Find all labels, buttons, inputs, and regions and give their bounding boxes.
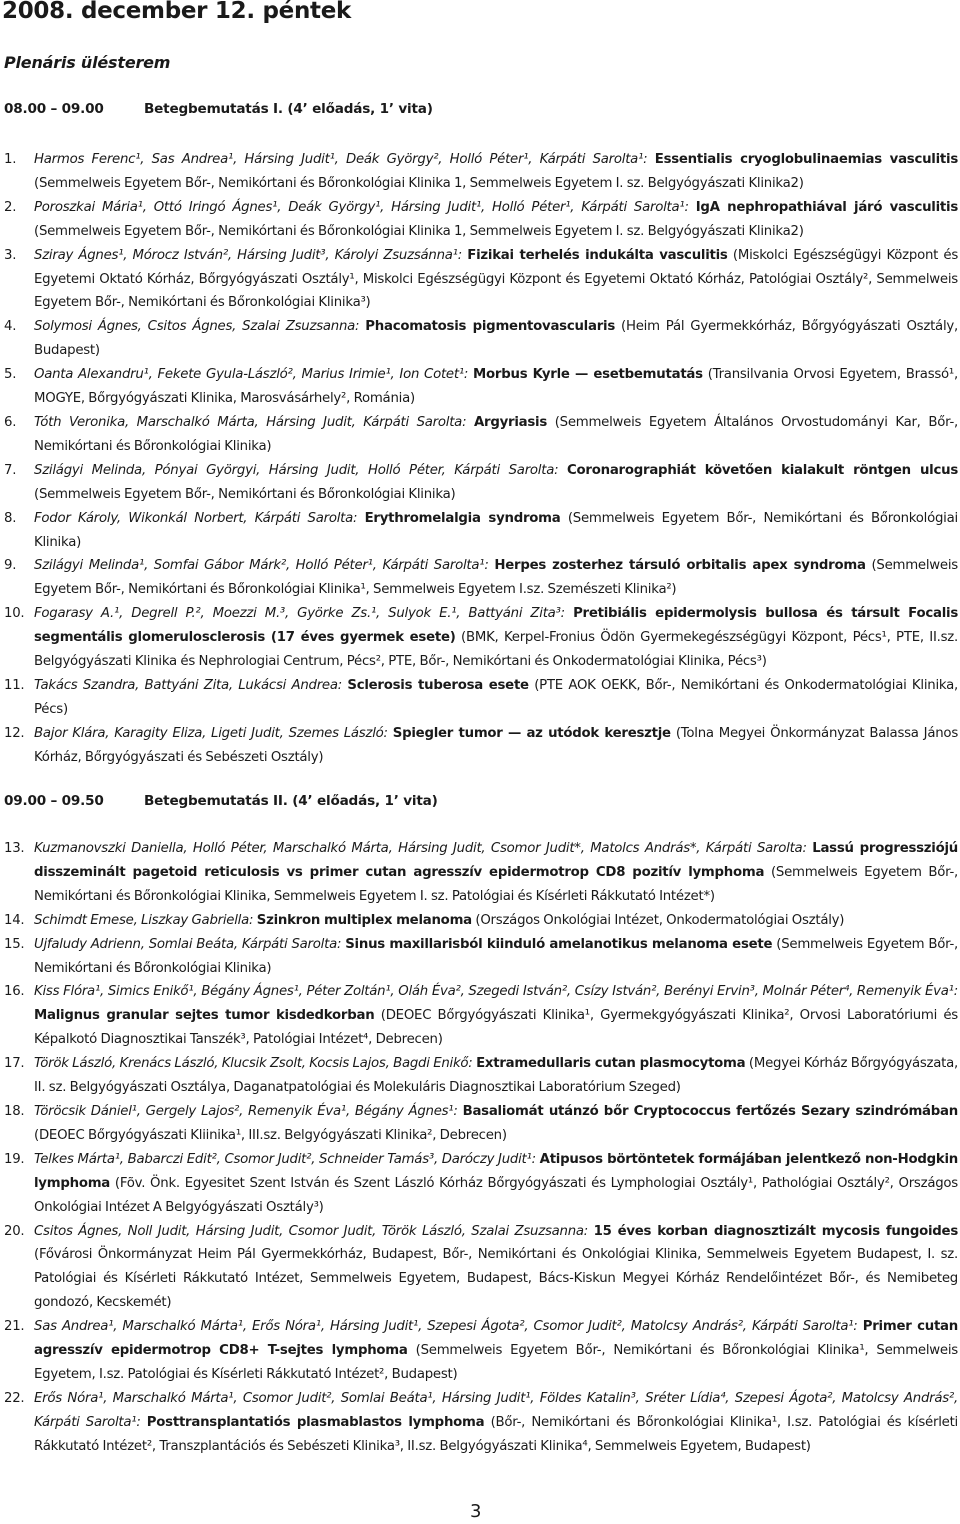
item-title: Malignus granular sejtes tumor kisdedkorban [34,1008,375,1024]
item-authors: Bajor Klára, Karagity Eliza, Ligeti Judit, Szemes László: [34,725,388,741]
item-number: 15. [4,936,25,952]
item-authors: Fodor Károly, Wikonkál Norbert, Kárpáti Sarolta: [34,510,358,526]
program-item [4,837,958,909]
item-number: 18. [4,1103,25,1119]
item-number: 2. [4,199,17,215]
session-2-heading [4,793,438,809]
program-item [4,980,958,1052]
item-title: Szinkron multiplex melanoma [256,912,472,928]
item-title: Herpes zosterhez társuló orbitalis apex syndroma [494,558,866,574]
item-title: Morbus Kyrle — esetbemutatás [473,367,703,383]
session-2-time: 09.00 – 09.50 [4,793,104,809]
program-item [4,602,958,674]
item-number: 13. [4,841,25,856]
item-affiliation: (BMK, Kerpel-Fronius Ödön Gyermekegészségügyi Központ, Pécs¹, PTE, II.sz. Belgyógyászati Klinika és Nephrologiai Centrum, Pécs², PTE, Bőr-, Nemikórtani és Onkodermatológiai Klinika, Pécs³) [34,630,958,670]
item-number: 22. [4,1390,25,1406]
item-title: Extramedullaris cutan plasmocytoma [476,1056,746,1072]
item-affiliation: (Semmelweis Egyetem Bőr-, Nemikórtani és Bőronkológiai Klinika) [34,510,958,550]
item-authors: Tóth Veronika, Marschalkó Márta, Hársing Judit, Kárpáti Sarolta: [34,414,467,430]
item-number: 6. [4,414,17,430]
item-title: Sclerosis tuberosa esete [347,677,529,693]
program-item [4,909,958,933]
session-2-list [4,837,958,1459]
item-affiliation: (Miskolci Egészségügyi Központ és Egyetemi Oktató Kórház, Bőrgyógyászati Osztály¹, Miskolci Egészségügyi Központ és Egyetemi Oktató Kórház, Patológiai Osztály², Semmelweis Egyetem Bőr-, Nemikórtani és Bőronkológiai Klinika³) [34,247,959,311]
item-affiliation: (Heim Pál Gyermekkórház, Bőrgyógyászati Osztály, Budapest) [34,319,958,359]
item-affiliation: (Tolna Megyei Önkormányzat Balassa János Kórház, Bőrgyógyászati és Sebészeti Osztály) [34,725,958,765]
program-item [4,244,958,316]
program-item [4,1100,958,1148]
item-title: 15 éves korban diagnosztizált mycosis fungoides [593,1223,958,1239]
item-number: 8. [4,510,17,526]
item-authors: Töröcsik Dániel¹, Gergely Lajos², Remenyik Éva¹, Bégány Ágnes¹: [34,1103,458,1119]
item-affiliation: (Semmelweis Egyetem Bőr-, Nemikórtani és Bőronkológiai Klinika) [34,936,958,976]
item-authors: Telkes Márta¹, Babarczi Edit², Csomor Judit², Schneider Tamás³, Daróczy Judit¹: [34,1151,536,1167]
item-number: 10. [4,606,25,622]
program-item [4,554,958,602]
item-affiliation: (Fővárosi Önkormányzat Heim Pál Gyermekkórház, Budapest, Bőr-, Nemikórtani és Onkológiai Klinika, Semmelweis Egyetem Budapest, I. sz. Patológiai és Kísérleti Rákkutató Intézet, Semmelweis Egyetem, Budapest, Bács-Kiskun Megyei Kórház Rendelőintézet Bőr-, és Nemibeteg gondozó, Kecskemét) [34,1247,958,1311]
item-authors: Csitos Ágnes, Noll Judit, Hársing Judit, Csomor Judit, Török László, Szalai Zsuzsanna: [34,1223,589,1239]
page-number: 3 [470,1501,482,1522]
item-number: 12. [4,725,25,741]
session-1-title: Betegbemutatás I. (4’ előadás, 1’ vita) [144,101,433,117]
item-affiliation: (Semmelweis Egyetem Általános Orvostudományi Kar, Bőr-, Nemikórtani és Bőronkológiai Klinika) [34,414,958,454]
item-number: 21. [4,1319,25,1335]
program-item [4,1387,958,1459]
program-item [4,315,958,363]
program-item [4,411,958,459]
program-item [4,1315,958,1387]
item-title: Posttransplantatiós plasmablastos lymphoma [146,1414,485,1430]
item-authors: Solymosi Ágnes, Csitos Ágnes, Szalai Zsuzsanna: [34,319,360,335]
item-affiliation: (Bőr-, Nemikórtani és Bőronkológiai Klinika¹, I.sz. Patológiai és kísérleti Rákkutató Intézet², Transzplantációs és Sebészeti Klinika³, II.sz. Belgyógyászati Klinika⁴, Semmelweis Egyetem, Budapest) [34,1414,958,1454]
session-1-heading [4,101,433,117]
item-authors: Szilágyi Melinda¹, Somfai Gábor Márk², Holló Péter¹, Kárpáti Sarolta¹: [34,558,489,574]
item-affiliation: (Megyei Kórház Bőrgyógyászata, II. sz. Belgyógyászati Osztálya, Daganatpatológiai és Molekuláris Diagnosztikai Laboratórium Szeged) [34,1056,958,1096]
item-title: Coronarographiát követően kialakult röntgen ulcus [567,462,958,478]
item-number: 9. [4,558,17,574]
item-affiliation: (DEOEC Bőrgyógyászati Kliinika¹, III.sz. Belgyógyászati Klinika², Debrecen) [34,1127,507,1143]
item-authors: Harmos Ferenc¹, Sas Andrea¹, Hársing Judit¹, Deák György², Holló Péter¹, Kárpáti Sarolta¹: [34,152,648,167]
item-number: 7. [4,462,17,478]
item-number: 4. [4,319,17,335]
item-number: 11. [4,677,25,693]
program-item [4,674,958,722]
item-affiliation: (Semmelweis Egyetem Bőr-, Nemikórtani és Bőronkológiai Klinika¹, Semmelweis Egyetem I.sz. Szemészeti Klinika²) [34,558,958,598]
item-authors: Schimdt Emese, Liszkay Gabriella: [34,912,254,928]
item-affiliation: (Transilvania Orvosi Egyetem, Brassó¹, MOGYE, Bőrgyógyászati Klinika, Marosvásárhely², Románia) [34,367,958,407]
item-number: 19. [4,1151,25,1167]
program-item [4,933,958,981]
program-item [4,722,958,770]
item-affiliation: (DEOEC Bőrgyógyászati Klinika¹, Gyermekgyógyászati Klinika², Orvosi Laboratóriumi és Képalkotó Diagnosztikai Tanszék³, Patológiai Intézet⁴, Debrecen) [34,1008,958,1048]
item-authors: Takács Szandra, Battyáni Zita, Lukácsi Andrea: [34,677,342,693]
item-number: 16. [4,984,25,1000]
item-title: Erythromelalgia syndroma [364,510,561,526]
item-number: 5. [4,367,17,383]
item-number: 17. [4,1056,25,1072]
item-title: IgA nephropathiával járó vasculitis [695,199,958,215]
item-title: Essentialis cryoglobulinaemias vasculitis [654,152,958,167]
item-authors: Ujfaludy Adrienn, Somlai Beáta, Kárpáti Sarolta: [34,936,342,952]
program-item [4,148,958,196]
program-item [4,1220,958,1316]
item-authors: Erős Nóra¹, Marschalkó Márta¹, Csomor Judit², Somlai Beáta¹, Hársing Judit¹, Földes Katalin³, Sréter Lídia⁴, Szepesi Ágota², Matolcsy András², Kárpáti Sarolta¹: [34,1390,958,1430]
item-title: Sinus maxillarisból kiinduló amelanotikus melanoma esete [345,936,773,952]
session-1-time: 08.00 – 09.00 [4,101,104,117]
item-authors: Kiss Flóra¹, Simics Enikő¹, Bégány Ágnes¹, Péter Zoltán¹, Oláh Éva², Szegedi István², Csízy István², Berényi Ervin³, Molnár Péter⁴, Remenyik Éva¹: [34,984,958,1000]
item-affiliation: (Semmelweis Egyetem Bőr-, Nemikórtani és Bőronkológiai Klinika 1, Semmelweis Egyetem I. sz. Belgyógyászati Klinika2) [34,175,804,191]
item-authors: Oanta Alexandru¹, Fekete Gyula-László², Marius Irimie¹, Ion Cotet¹: [34,367,469,383]
item-affiliation: (PTE AOK OEKK, Bőr-, Nemikórtani és Onkodermatológiai Klinika, Pécs) [34,677,958,717]
program-item [4,363,958,411]
item-number: 14. [4,912,25,928]
page-date-heading: 2008. december 12. péntek [2,0,352,24]
item-affiliation: (Semmelweis Egyetem Bőr-, Nemikórtani és Bőronkológiai Klinika¹, Semmelweis Egyetem, I.sz. Patológiai és Kísérleti Rákkutató Intézet², Budapest) [34,1343,958,1382]
program-item [4,507,958,555]
session-2-title: Betegbemutatás II. (4’ előadás, 1’ vita) [144,793,438,809]
item-authors: Török László, Krenács László, Klucsik Zsolt, Kocsis Lajos, Bagdi Enikő: [34,1056,473,1072]
item-title: Basaliomát utánzó bőr Cryptococcus fertőzés Sezary szindrómában [462,1103,958,1119]
item-authors: Fogarasy A.¹, Degrell P.², Moezzi M.³, Györke Zs.¹, Sulyok E.¹, Battyáni Zita³: [34,606,565,622]
program-item [4,459,958,507]
item-affiliation: (Országos Onkológiai Intézet, Onkodermatológiai Osztály) [475,912,845,928]
item-number: 20. [4,1223,25,1239]
item-authors: Sziray Ágnes¹, Mórocz István², Hársing Judit³, Károlyi Zsuzsánna¹: [34,247,462,263]
item-title: Phacomatosis pigmentovascularis [365,319,615,335]
item-title: Atipusos börtöntetek formájában jelentkező non-Hodgkin lymphoma [34,1151,958,1191]
item-authors: Kuzmanovszki Daniella, Holló Péter, Marschalkó Márta, Hársing Judit, Csomor Judit*, Matolcs András*, Kárpáti Sarolta: [34,841,807,856]
item-number: 3. [4,247,17,263]
venue-heading: Plenáris ülésterem [4,53,171,72]
item-authors: Poroszkai Mária¹, Ottó Iringó Ágnes¹, Deák György¹, Hársing Judit¹, Holló Péter¹, Kárpáti Sarolta¹: [34,199,689,215]
session-1-list [4,148,958,770]
program-item [4,1052,958,1100]
item-title: Primer cutan agresszív epidermotrop CD8+ T-sejtes lymphoma [34,1319,958,1359]
item-number: 1. [4,152,17,167]
item-affiliation: (Semmelweis Egyetem Bőr-, Nemikórtani és Bőronkológiai Klinika) [34,486,456,502]
item-affiliation: (Semmelweis Egyetem Bőr-, Nemikórtani és Bőronkológiai Klinika 1, Semmelweis Egyetem I. sz. Belgyógyászati Klinika2) [34,223,804,239]
item-affiliation: (Fõv. Önk. Egyesitet Szent István és Szent László Kórház Bőrgyógyászati és Lymphologiai Osztály¹, Pathológiai Osztály², Országos Onkológiai Intézet A Belgyógyászati Osztály³) [34,1175,958,1215]
item-title: Argyriasis [473,414,547,430]
item-authors: Sas Andrea¹, Marschalkó Márta¹, Erős Nóra¹, Hársing Judit¹, Szepesi Ágota², Csomor Judit², Matolcsy András², Kárpáti Sarolta¹: [34,1319,858,1335]
item-authors: Szilágyi Melinda, Pónyai Györgyi, Hársing Judit, Holló Péter, Kárpáti Sarolta: [34,462,559,478]
item-affiliation: (Semmelweis Egyetem Bőr-, Nemikórtani és Bőronkológiai Klinika, Semmelweis Egyetem I. sz. Patológiai és Kísérleti Rákkutató Intézet*) [34,864,958,904]
item-title: Lassú progressziójú disszeminált pagetoid reticulosis vs primer cutan agresszív epidermotrop CD8 pozitív lymphoma [34,841,958,880]
program-item [4,1148,958,1220]
item-title: Spiegler tumor — az utódok keresztje [392,725,671,741]
item-title: Pretibiális epidermolysis bullosa és társult Focalis segmentális glomerulosclerosis (17 éves gyermek esete) [34,606,958,646]
item-title: Fizikai terhelés indukálta vasculitis [467,247,728,263]
program-item [4,196,958,244]
